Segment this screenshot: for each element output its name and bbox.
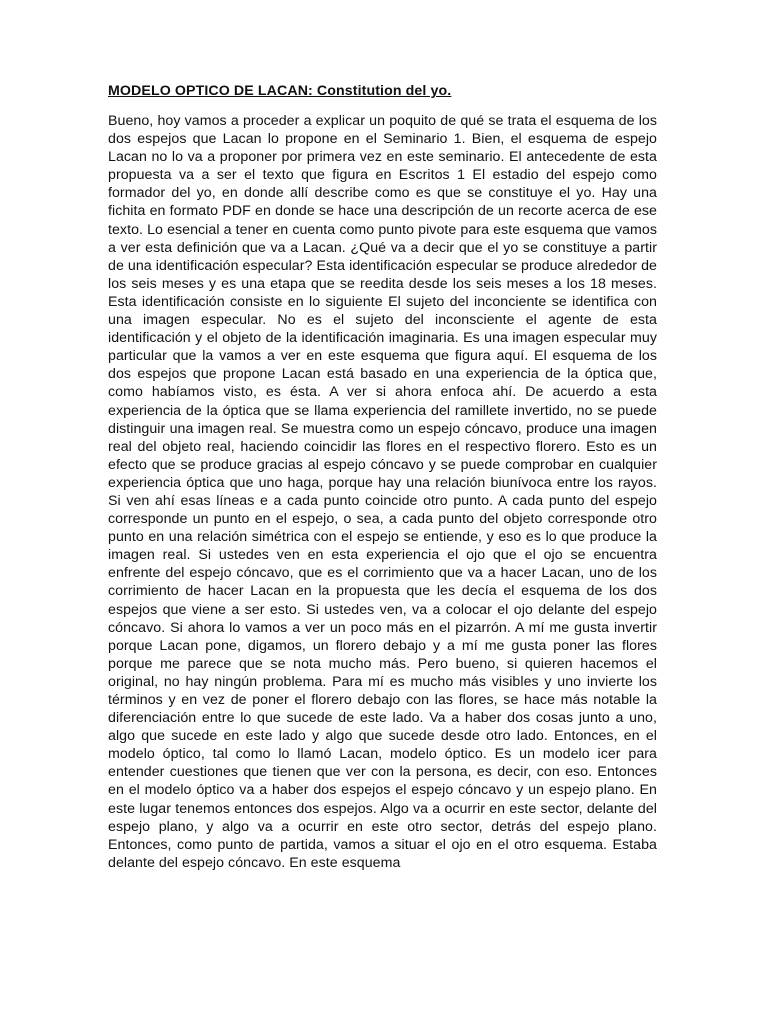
document-title: MODELO OPTICO DE LACAN: Constitution del yo.	[108, 83, 452, 99]
document-page	[108, 80, 657, 872]
document-body-paragraph: Bueno, hoy vamos a proceder a explicar un poquito de qué se trata el esquema de los dos espejos que Lacan lo propone en el Seminario 1. Bien, el esquema de espejo Lacan no lo va a proponer por primera vez en este seminario. El antecedente de esta propuesta va a ser el texto que figura en Escritos 1 El estadio del espejo como formador del yo, en donde allí describe como es que se constituye el yo. Hay una fichita en formato PDF en donde se hace una descripción de un recorte acerca de ese texto. Lo esencial a tener en cuenta como punto pivote para este esquema que vamos a ver esta definición que va a Lacan. ¿Qué va a decir que el yo se constituye a partir de una identificación especular? Esta identificación especular se produce alrededor de los seis meses y es una etapa que se reedita desde los seis meses a los 18 meses. Esta identificación consiste en lo siguiente El sujeto del inconciente se identifica con una imagen especular. No es el sujeto del inconsciente el agente de esta identificación y el objeto de la identificación imaginaria. Es una imagen especular muy particular que la vamos a ver en este esquema que figura aquí. El esquema de los dos espejos que propone Lacan está basado en una experiencia de la óptica que, como habíamos visto, es ésta. A ver si ahora enfoca ahí. De acuerdo a esta experiencia de la óptica que se llama experiencia del ramillete invertido, no se puede distinguir una imagen real. Se muestra como un espejo cóncavo, produce una imagen real del objeto real, haciendo coincidir las flores en el respectivo florero. Esto es un efecto que se produce gracias al espejo cóncavo y se puede comprobar en cualquier experiencia óptica que uno haga, porque hay una relación biunívoca entre los rayos. Si ven ahí esas líneas e a cada punto coincide otro punto. A cada punto del espejo corresponde un punto en el espejo, o sea, a cada punto del objeto corresponde otro punto en una relación simétrica con el espejo se entiende, y eso es lo que produce la imagen real. Si ustedes ven en esta experiencia el ojo que el ojo se encuentra enfrente del espejo cóncavo, que es el corrimiento que va a hacer Lacan, uno de los corrimiento de hacer Lacan en la propuesta que les decía el esquema de los dos espejos que viene a ser esto. Si ustedes ven, va a colocar el ojo delante del espejo cóncavo. Si ahora lo vamos a ver un poco más en el pizarrón. A mí me gusta invertir porque Lacan pone, digamos, un florero debajo y a mí me gusta poner las flores porque me parece que se nota mucho más. Pero bueno, si quieren hacemos el original, no hay ningún problema. Para mí es mucho más visibles y uno invierte los términos y en vez de poner el florero debajo con las flores, se hace más notable la diferenciación entre lo que sucede de este lado. Va a haber dos cosas junto a uno, algo que sucede en este lado y algo que sucede desde otro lado. Entonces, en el modelo óptico, tal como lo llamó Lacan, modelo óptico. Es un modelo icer para entender cuestiones que tienen que ver con la persona, es decir, con eso. Entonces en el modelo óptico va a haber dos espejos el espejo cóncavo y un espejo plano. En este lugar tenemos entonces dos espejos. Algo va a ocurrir en este sector, delante del espejo plano, y algo va a ocurrir en este otro sector, detrás del espejo plano. Entonces, como punto de partida, vamos a situar el ojo en el otro esquema. Estaba delante del espejo cóncavo. En este esquema	[108, 113, 657, 871]
